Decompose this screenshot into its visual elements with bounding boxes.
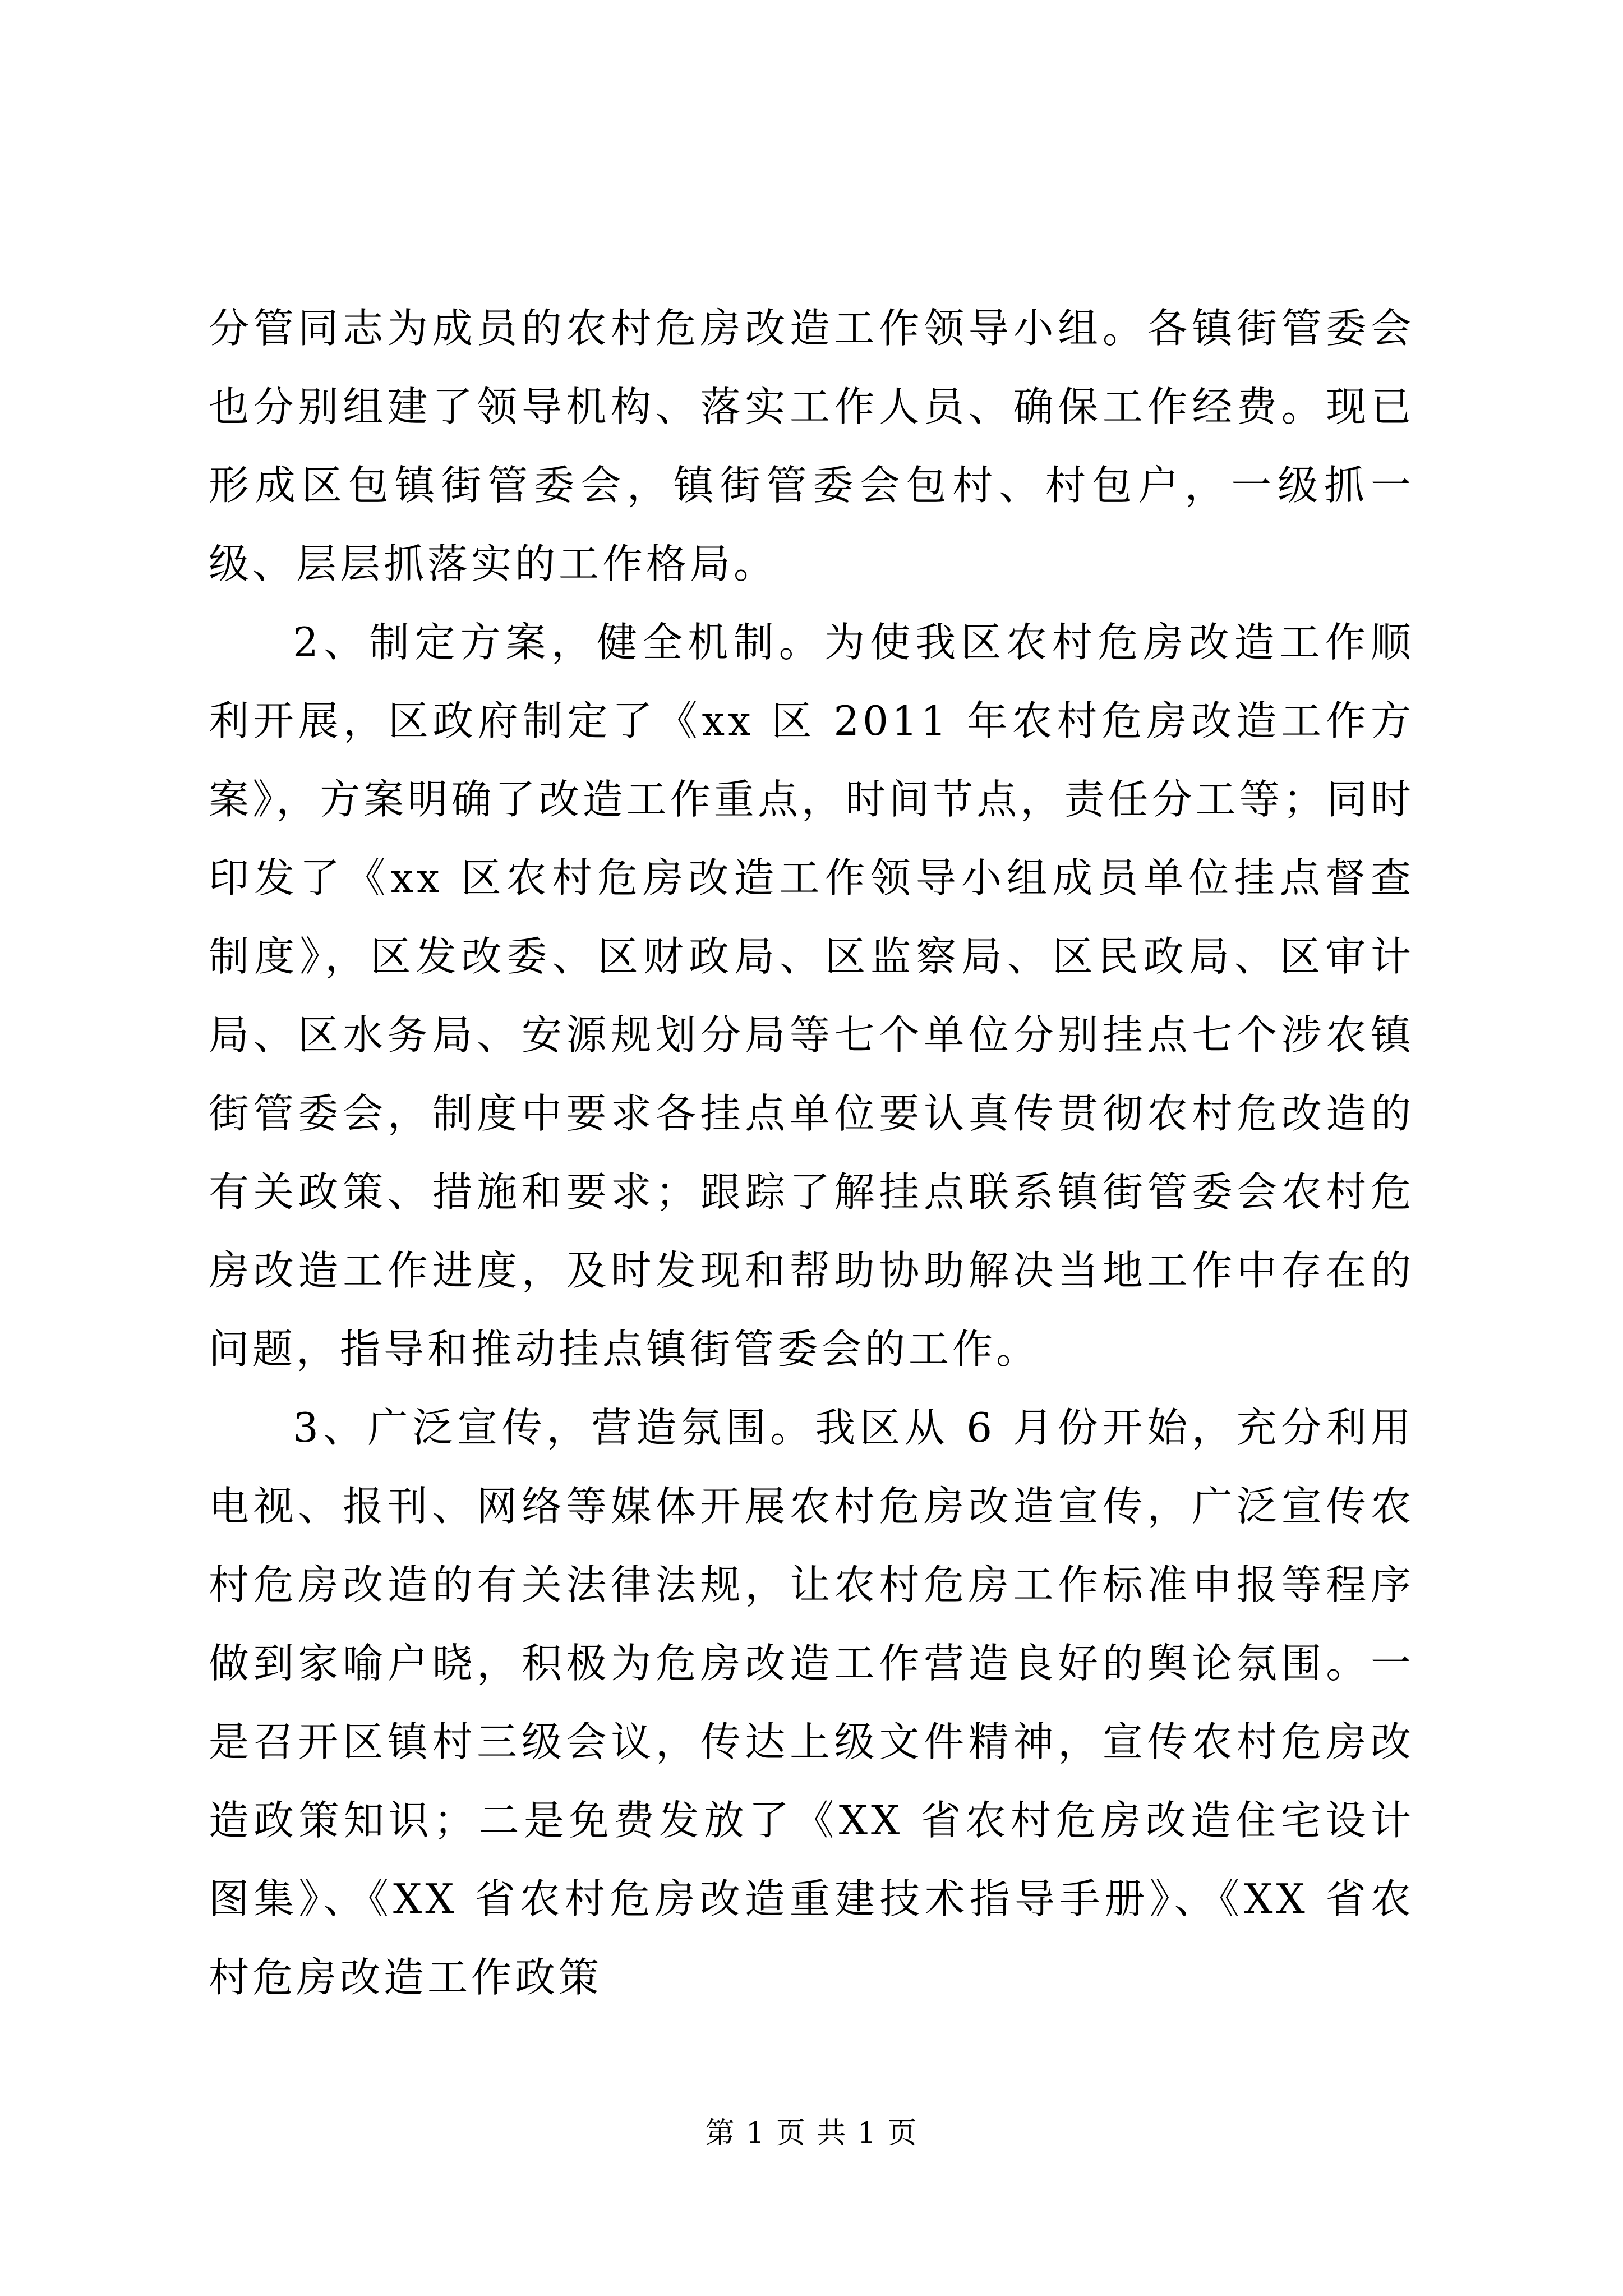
paragraph-continuation: 分管同志为成员的农村危房改造工作领导小组。各镇街管委会也分别组建了领导机构、落实工作人员、确保工作经费。现已形成区包镇街管委会，镇街管委会包村、村包户，一级抓一级、层层抓落实的工作格局。: [209, 305, 1414, 587]
paragraph-item-2: 2、制定方案，健全机制。为使我区农村危房改造工作顺利开展，区政府制定了《xx 区 2011 年农村危房改造工作方案》，方案明确了改造工作重点，时间节点，责任分工等；同时印发了《xx 区农村危房改造工作领导小组成员单位挂点督查制度》，区发改委、区财政局、区监察局、区民政局、区审计局、区水务局、安源规划分局等七个单位分别挂点七个涉农镇街管委会，制度中要求各挂点单位要认真传贯彻农村危改造的有关政策、措施和要求；跟踪了解挂点联系镇街管委会农村危房改造工作进度，及时发现和帮助协助解决当地工作中存在的问题，指导和推动挂点镇街管委会的工作。: [209, 619, 1414, 1373]
document-body: [209, 289, 1414, 2017]
paragraph-item-3: 3、广泛宣传，营造氛围。我区从 6 月份开始，充分利用电视、报刊、网络等媒体开展农村危房改造宣传，广泛宣传农村危房改造的有关法律法规，让农村危房工作标准申报等程序做到家喻户晓，积极为危房改造工作营造良好的舆论氛围。一是召开区镇村三级会议，传达上级文件精神，宣传农村危房改造政策知识；二是免费发放了《XX 省农村危房改造住宅设计图集》、《XX 省农村危房改造重建技术指导手册》、《XX 省农村危房改造工作政策: [209, 1404, 1414, 2001]
page-footer: 第 1 页 共 1 页: [705, 2116, 918, 2150]
